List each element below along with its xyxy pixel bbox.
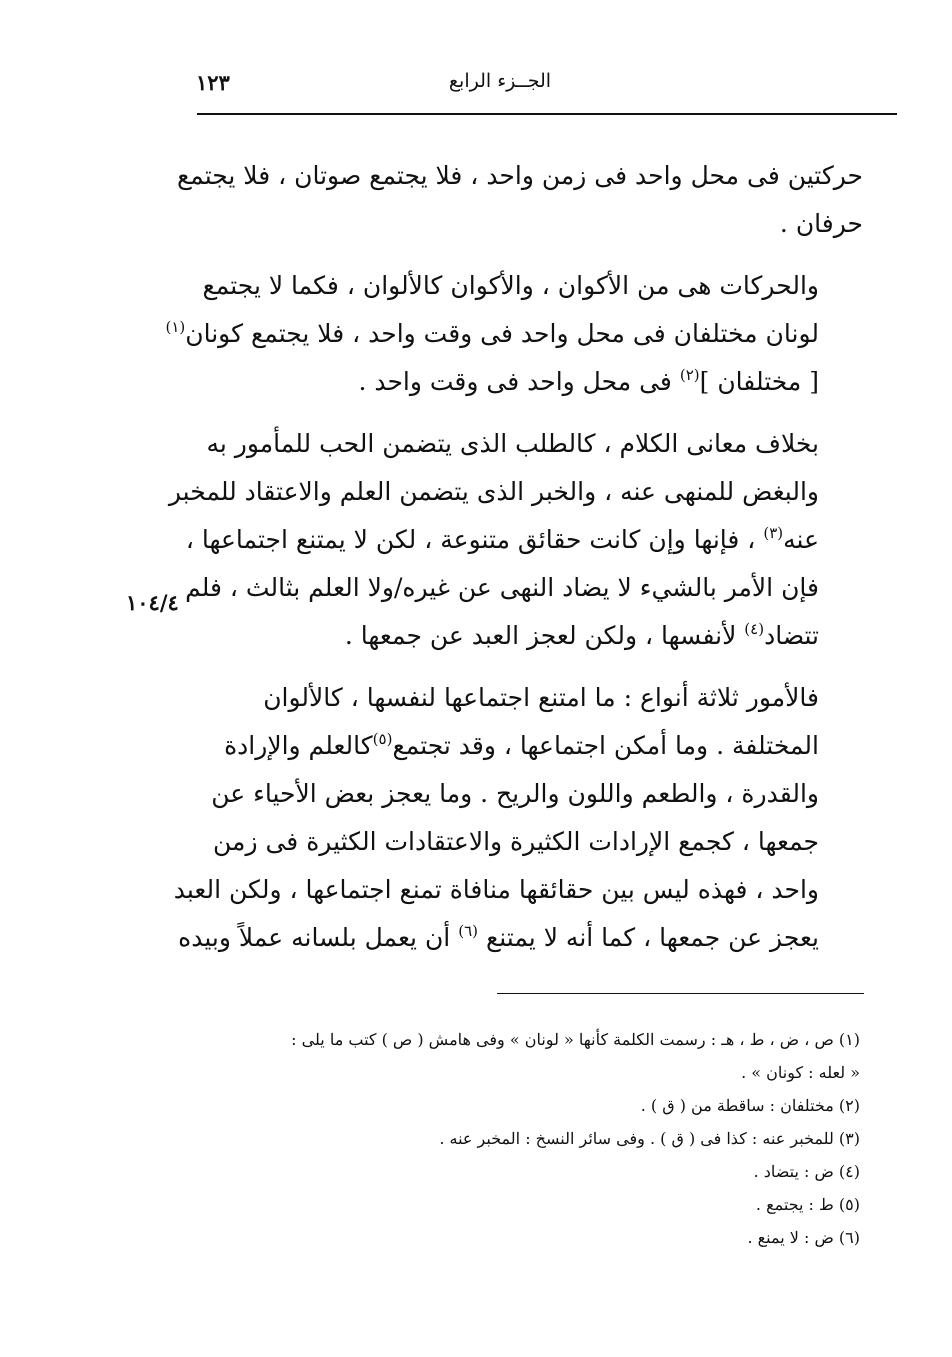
- footnote-line: (٦) ض : لا يمنع .: [747, 1228, 860, 1247]
- text-line: بخلاف معانى الكلام ، كالطلب الذى يتضمن الحب للمأمور به: [206, 429, 819, 458]
- text-segment: عنه: [783, 525, 819, 554]
- text-line: [195, 358, 863, 406]
- footnote-line: (٣) للمخبر عنه : كذا فى ( ق ) . وفى سائر النسخ : المخبر عنه .: [439, 1129, 860, 1148]
- text-line: حرفان .: [779, 209, 863, 238]
- footnote-ref: (٦): [458, 922, 478, 940]
- text-line: [185, 516, 863, 564]
- page-number: ١٢٣: [196, 70, 230, 95]
- paragraph-1: [176, 152, 863, 248]
- text-segment: يعجز عن جمعها ، كما أنه لا يمتنع: [485, 923, 819, 952]
- header-divider: [197, 113, 897, 115]
- footnotes: [195, 1023, 860, 1254]
- footnote-ref: (٥): [372, 730, 393, 748]
- text-segment: لأنفسها ، ولكن لعجز العبد عن جمعها .: [344, 621, 737, 650]
- text-line: فالأمور ثلاثة أنواع : ما امتنع اجتماعها لنفسها ، كالألوان: [263, 683, 819, 712]
- text-line: جمعها ، كجمع الإرادات الكثيرة والاعتقادات الكثيرة فى زمن: [213, 827, 819, 856]
- footnote-line: (١) ص ، ض ، ط ، هـ : رسمت الكلمة كأنها « لونان » وفى هامش ( ص ) كتب ما يلى :: [291, 1030, 860, 1049]
- paragraph-3: [168, 420, 863, 660]
- footnote-ref: (٤): [744, 620, 765, 638]
- footnote-ref: (١): [165, 318, 186, 336]
- text-line: [195, 612, 863, 660]
- footnote-ref: (٣): [763, 524, 784, 542]
- footnote-line: (٤) ض : يتضاد .: [753, 1162, 860, 1181]
- text-line: [165, 310, 863, 358]
- paragraph-2: [165, 262, 863, 406]
- text-line: [195, 722, 863, 770]
- text-segment: أن يعمل بلسانه عملاً وبيده: [178, 923, 451, 952]
- text-line: والحركات هى من الأكوان ، والأكوان كالألوان ، فكما لا يجتمع: [202, 271, 819, 300]
- text-line: والبغض للمنهى عنه ، والخبر الذى يتضمن العلم والاعتقاد للمخبر: [168, 477, 819, 506]
- footnote-divider: [497, 993, 864, 994]
- text-line: [178, 914, 863, 962]
- text-line: حركتين فى محل واحد فى زمن واحد ، فلا يجتمع صوتان ، فلا يجتمع: [176, 161, 863, 190]
- text-segment: [ مختلفان ]: [699, 367, 819, 396]
- text-segment: ، فإنها وإن كانت حقائق متنوعة ، لكن لا يمتنع اجتماعها ،: [185, 525, 756, 554]
- text-segment: لونان مختلفان فى محل واحد فى وقت واحد ، فلا يجتمع كونان: [185, 319, 819, 348]
- margin-reference: ١٠٤/٤: [126, 590, 179, 615]
- text-line: واحد ، فهذه ليس بين حقائقها منافاة تمنع اجتماعها ، ولكن العبد: [173, 875, 819, 904]
- text-segment: تتضاد: [764, 621, 819, 650]
- text-line: فإن الأمر بالشيء لا يضاد النهى عن غيره/ولا العلم بثالث ، فلم: [185, 573, 819, 602]
- running-header-title: الجــزء الرابع: [448, 70, 552, 92]
- text-segment: كالعلم والإرادة: [224, 731, 373, 760]
- text-line: والقدرة ، والطعم واللون والريح . وما يعجز بعض الأحياء عن: [211, 779, 819, 808]
- footnote-line: (٥) ط : يجتمع .: [755, 1195, 860, 1214]
- text-segment: فى محل واحد فى وقت واحد .: [358, 367, 672, 396]
- paragraph-4: [173, 674, 863, 962]
- text-segment: المختلفة . وما أمكن اجتماعها ، وقد تجتمع: [392, 731, 819, 760]
- footnote-line: (٢) مختلفان : ساقطة من ( ق ) .: [640, 1096, 860, 1115]
- footnote-line: « لعله : كونان » .: [741, 1063, 860, 1082]
- footnote-ref: (٢): [679, 366, 700, 384]
- main-text: [165, 152, 863, 976]
